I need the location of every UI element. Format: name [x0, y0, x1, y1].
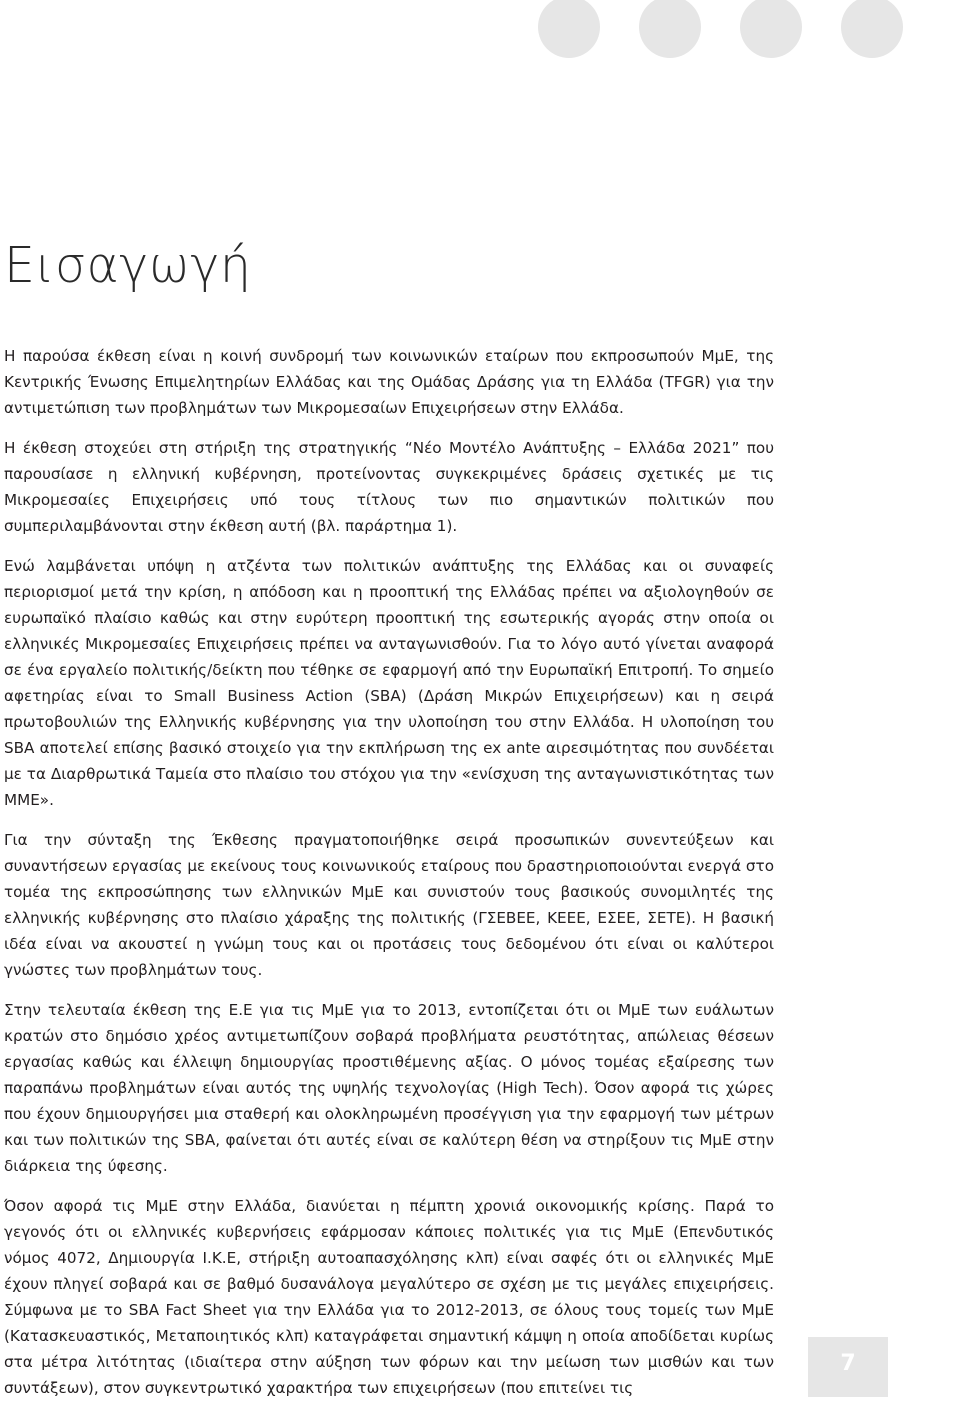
paragraph-methodology: Για την σύνταξη της Έκθεσης πραγματοποιήθηκε σειρά προσωπικών συνεντεύξεων και συναντήσεων εργασίας με εκείνους τους κοινωνικούς εταίρους που δραστηριοποιούνται ενεργά στο τομέα της εκπροσώπησης των ελληνικών ΜμΕ και συνιστούν τους βασικούς συνομιλητές της ελληνικής κυβέρνησης στο πλαίσιο χάραξης της πολιτικής (ΓΣΕΒΕΕ, ΚΕΕΕ, ΕΣΕΕ, ΣΕΤΕ). Η βασική ιδέα είναι να ακουστεί η γνώμη τους και οι προτάσεις τους δεδομένου ότι είναι οι καλύτεροι γνώστες των προβλημάτων τους.	[4, 831, 774, 979]
decorative-circle	[740, 0, 802, 58]
decorative-circle	[538, 0, 600, 58]
decorative-circle	[639, 0, 701, 58]
paragraph-agenda: Ενώ λαμβάνεται υπόψη η ατζέντα των πολιτικών ανάπτυξης της Ελλάδας και οι συναφείς περιορισμοί μετά την κρίση, η απόδοση και η προοπτική της Ελλάδας πρέπει να αξιολογηθούν σε ευρωπαϊκό πλαίσιο καθώς και στην ευρύτερη προοπτική της εσωτερικής αγοράς στην οποία οι ελληνικές Μικρομεσαίες Επιχειρήσεις πρέπει να ανταγωνισθούν. Για το λόγο αυτό γίνεται αναφορά σε ένα εργαλείο πολιτικής/δείκτη που τέθηκε σε εφαρμογή από την Ευρωπαϊκή Επιτροπή. Το σημείο αφετηρίας είναι το Small Business Action (SBA) (Δράση Μικρών Επιχειρήσεων) και η σειρά πρωτοβουλιών της Ελληνικής κυβέρνησης για την υλοποίηση του στην Ελλάδα. Η υλοποίηση του SBA αποτελεί επίσης βασικό στοιχείο για την εκπλήρωση της ex ante αιρεσιμότητας που συνδέεται με τα Διαρθρωτικά Ταμεία στο πλαίσιο του στόχου για την «ενίσχυση της ανταγωνιστικότητας των ΜΜΕ».	[4, 557, 774, 809]
decorative-circle	[841, 0, 903, 58]
body-text	[4, 343, 774, 1415]
page-number: 7	[840, 1351, 856, 1376]
paragraph-greece-smes: Όσον αφορά τις ΜμΕ στην Ελλάδα, διανύεται η πέμπτη χρονιά οικονομικής κρίσης. Παρά το γεγονός ότι οι ελληνικές κυβερνήσεις εφάρμοσαν κάποιες πολιτικές για τις ΜμΕ (Επενδυτικός νόμος 4072, Δημιουργία Ι.Κ.Ε, στήριξη αυτοαπασχόλησης κλπ) είναι σαφές ότι οι ελληνικές ΜμΕ έχουν πληγεί σοβαρά και σε βαθμό δυσανάλογα μεγαλύτερο σε σχέση με τις μεγάλες επιχειρήσεις. Σύμφωνα με το SBA Fact Sheet για την Ελλάδα για το 2012-2013, σε όλους τους τομείς των ΜμΕ (Κατασκευαστικός, Μεταποιητικός κλπ) καταγράφεται σημαντική κάμψη η οποία αποδίδεται κυρίως στα μέτρα λιτότητας (ιδιαίτερα στην αύξηση των φόρων και την μείωση των μισθών και των συντάξεων), στον συγκεντρωτικό χαρακτήρα των επιχειρήσεων (που επιτείνει τις	[4, 1197, 774, 1397]
decorative-circles	[0, 0, 960, 60]
page-number-box	[808, 1337, 888, 1397]
paragraph-strategy: Η έκθεση στοχεύει στη στήριξη της στρατηγικής “Νέο Μοντέλο Ανάπτυξης – Ελλάδα 2021” που παρουσίασε η ελληνική κυβέρνηση, προτείνοντας συγκεκριμένες δράσεις σχετικές με τις Μικρομεσαίες Επιχειρήσεις υπό τους τίτλους των πιο σημαντικών πολιτικών που συμπεριλαμβάνονται στην έκθεση αυτή (βλ. παράρτημα 1).	[4, 439, 774, 535]
paragraph-eu-report: Στην τελευταία έκθεση της Ε.Ε για τις ΜμΕ για το 2013, εντοπίζεται ότι οι ΜμΕ των ευάλωτων κρατών στο δημόσιο χρέος αντιμετωπίζουν σοβαρά προβλήματα ρευστότητας, απώλειας θέσεων εργασίας καθώς και έλλειψη δημιουργίας προστιθέμενης αξίας. Ο μόνος τομέας εξαίρεσης των παραπάνω προβλημάτων είναι αυτός της υψηλής τεχνολογίας (High Tech). Όσον αφορά τις χώρες που έχουν δημιουργήσει μια σταθερή και ολοκληρωμένη προσέγγιση για την εφαρμογή των μέτρων και των πολιτικών της SBA, φαίνεται ότι αυτές είναι σε καλύτερη θέση να στηρίξουν τις ΜμΕ στην διάρκεια της ύφεσης.	[4, 1001, 774, 1175]
paragraph-intro: Η παρούσα έκθεση είναι η κοινή συνδρομή των κοινωνικών εταίρων που εκπροσωπούν ΜμΕ, της Κεντρικής Ένωσης Επιμελητηρίων Ελλάδας και της Ομάδας Δράσης για τη Ελλάδα (TFGR) για την αντιμετώπιση των προβλημάτων των Μικρομεσαίων Επιχειρήσεων στην Ελλάδα.	[4, 347, 774, 417]
page-title: Εισαγωγή	[4, 237, 252, 294]
